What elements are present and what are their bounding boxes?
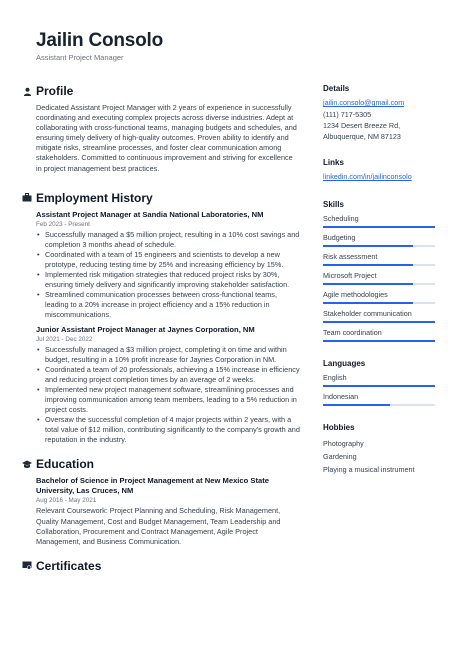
employment-header	[22, 191, 300, 205]
linkedin-link[interactable]: linkedin.com/in/jailinconsolo	[323, 172, 412, 181]
person-name: Jailin Consolo	[36, 30, 164, 51]
briefcase-icon	[22, 193, 32, 203]
skill-item-level-bar	[323, 283, 435, 285]
skill-item-level-bar	[323, 340, 435, 342]
languages-list	[323, 373, 435, 406]
hobby-item: Gardening	[323, 451, 357, 461]
education-dates: Aug 2016 - May 2021	[36, 497, 97, 505]
hobby-item: Photography	[323, 438, 364, 448]
job-bullet: • Coordinated a team of 20 professionals, achieving a 15% increase in efficiency and reducing project completion times by an average of 2 weeks.	[36, 365, 300, 385]
job-bullet: • Streamlined communication processes between cross-functional teams, leading to a 20% increase in project efficiency and a 15% reduction in miscommunications.	[36, 290, 300, 320]
links-section	[323, 158, 435, 183]
skill-item	[323, 328, 435, 342]
person-title: Assistant Project Manager	[36, 53, 124, 62]
skills-heading: Skills	[323, 199, 344, 209]
skill-item-level-bar	[323, 226, 435, 228]
skill-item-level-fill	[323, 340, 435, 342]
skills-section	[323, 200, 435, 342]
language-item-name: Indonesian	[323, 391, 359, 401]
education-heading: Education	[36, 457, 95, 472]
details-heading: Details	[323, 84, 350, 93]
skill-item	[323, 290, 435, 304]
skill-item-level-bar	[323, 245, 435, 247]
skill-item-level-fill	[323, 264, 413, 266]
person-icon	[22, 86, 32, 96]
skill-item-level-fill	[323, 302, 413, 304]
job-entry	[36, 325, 300, 446]
employment-heading: Employment History	[36, 190, 153, 205]
main-column	[22, 84, 300, 578]
skill-item-level-fill	[323, 283, 413, 285]
language-item-name: English	[323, 372, 347, 382]
language-item	[323, 373, 435, 387]
education-header	[22, 457, 300, 471]
certificates-heading: Certificates	[36, 558, 102, 573]
skill-item-level-fill	[323, 245, 413, 247]
job-bullet: • Successfully managed a $3 million project, completing it on time and within budget, resulting in a 10% profit increase for Jaynes Corporation in NM.	[36, 345, 300, 365]
certificates-section	[22, 559, 300, 573]
skill-item-name: Risk assessment	[323, 251, 378, 261]
job-bullet: • Coordinated with a team of 15 engineers and scientists to develop a new prototype, reducing testing time by 25% and increasing efficiency by 15%.	[36, 250, 300, 270]
language-item-level-fill	[323, 404, 390, 406]
skill-item-name: Microsoft Project	[323, 270, 377, 280]
job-bullet: • Oversaw the successful completion of 4 major projects within 2 years, with a total value of $12 million, contributing significantly to the company's growth and reputation in the industry.	[36, 415, 300, 445]
certificate-icon	[22, 561, 32, 571]
skill-item-name: Stakeholder communication	[323, 308, 412, 318]
skill-item-name: Team coordination	[323, 327, 382, 337]
skill-item-name: Scheduling	[323, 213, 359, 223]
employment-section	[22, 191, 300, 446]
skill-item-level-bar	[323, 302, 435, 304]
skill-item	[323, 252, 435, 266]
skill-item-level-fill	[323, 226, 435, 228]
hobbies-section	[323, 423, 435, 476]
education-coursework: Relevant Coursework: Project Planning and Scheduling, Risk Management, Quality Management, Cost and Budget Management, Team Leadership and Collaboration, Procurement and Contract Management, Agile Project Management, and Business Communication.	[36, 506, 281, 546]
skill-item	[323, 271, 435, 285]
job-bullet: • Implemented new project management software, streamlining processes and improving communication among team members, leading to a 5% reduction in project costs.	[36, 385, 300, 415]
profile-header	[22, 84, 300, 98]
job-bullet: • Implemented risk mitigation strategies that reduced project risks by 30%, ensuring timely delivery and significantly improving stakeholder satisfaction.	[36, 270, 300, 290]
certificates-header	[22, 559, 300, 573]
sidebar	[323, 84, 435, 476]
graduation-cap-icon	[22, 459, 32, 469]
skill-item	[323, 214, 435, 228]
skill-item	[323, 233, 435, 247]
hobby-item: Playing a musical instrument	[323, 464, 415, 474]
education-section	[22, 457, 300, 546]
job-bullets	[36, 230, 300, 321]
job-dates: Jul 2021 - Dec 2022	[36, 335, 93, 343]
language-item	[323, 392, 435, 406]
address-line: Albuquerque, NM 87123	[323, 131, 401, 141]
skill-item-level-bar	[323, 321, 435, 323]
job-entry	[36, 210, 300, 321]
email-link[interactable]: jailin.consolo@gmail.com	[323, 98, 405, 107]
skill-item-name: Agile methodologies	[323, 289, 388, 299]
languages-heading: Languages	[323, 358, 366, 368]
language-item-level-bar	[323, 404, 435, 406]
hobbies-heading: Hobbies	[323, 422, 355, 432]
profile-summary: Dedicated Assistant Project Manager with 2 years of experience in successfully coordinating and executing complex projects across diverse industries. Adept at collaborating with cross-functional teams, managing budgets and schedules, and ensuring timely delivery of high-quality outcomes. Proven ability to identify and mitigate risks, streamline processes, and foster clear communication among stakeholders. Committed to continuous improvement and striving for excellence in project management best practices.	[36, 103, 297, 173]
skill-item-level-fill	[323, 321, 435, 323]
phone-number: (111) 717-5305	[323, 109, 372, 119]
job-bullets	[36, 345, 300, 446]
resume-header	[36, 30, 163, 62]
address-line: 1234 Desert Breeze Rd,	[323, 121, 401, 130]
profile-section	[22, 84, 300, 174]
job-title: Assistant Project Manager at Sandia National Laboratories, NM	[36, 209, 264, 219]
job-title: Junior Assistant Project Manager at Jaynes Corporation, NM	[36, 324, 255, 334]
profile-heading: Profile	[36, 84, 74, 98]
skill-item-name: Budgeting	[323, 232, 356, 242]
languages-section	[323, 359, 435, 406]
language-item-level-fill	[323, 385, 435, 387]
skill-item	[323, 309, 435, 323]
degree-title: Bachelor of Science in Project Management at New Mexico State University, Las Cruces, NM	[36, 476, 269, 496]
skills-list	[323, 214, 435, 342]
language-item-level-bar	[323, 385, 435, 387]
job-dates: Feb 2023 - Present	[36, 220, 90, 228]
links-heading: Links	[323, 158, 344, 167]
hobbies-list	[323, 437, 435, 476]
details-section	[323, 84, 435, 142]
job-bullet: • Successfully managed a $5 million project, resulting in a 10% cost savings and completion 3 months ahead of schedule.	[36, 230, 300, 250]
skill-item-level-bar	[323, 264, 435, 266]
